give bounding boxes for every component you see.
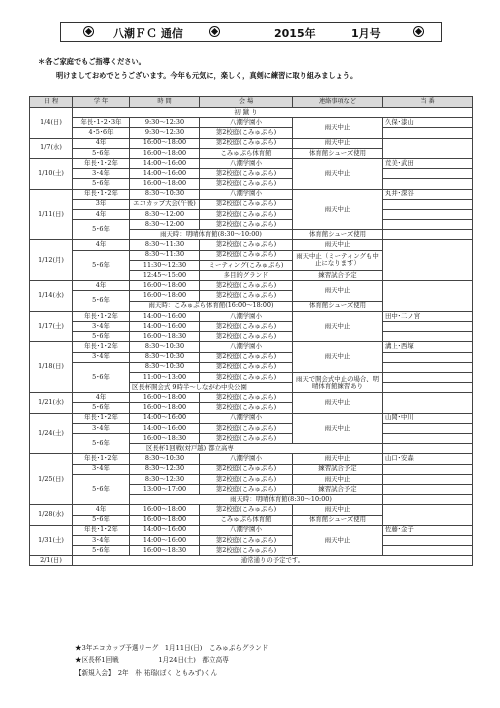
date-cell: 1/7(水) bbox=[30, 138, 73, 158]
table-row bbox=[30, 199, 473, 209]
venue-cell: 第2校庭(こみゅぷら) bbox=[200, 464, 293, 474]
table-row bbox=[30, 464, 473, 474]
grade-cell: 5･6年 bbox=[73, 148, 130, 158]
venue-cell: 八潮学園小 bbox=[200, 413, 293, 423]
venue-cell: 第2校庭(こみゅぷら) bbox=[200, 535, 293, 545]
note-line: ★区長杯1回戦 1月24日(土) 都立高専 bbox=[75, 656, 229, 665]
date-cell: 1/12(月) bbox=[30, 240, 73, 281]
header-time: 時 間 bbox=[130, 97, 200, 108]
duty-cell: 荒美･武田 bbox=[383, 158, 473, 168]
venue-cell: 第2校庭(こみゅぷら) bbox=[200, 393, 293, 403]
grade-cell: 4年 bbox=[73, 505, 130, 515]
grade-cell: 4･5･6年 bbox=[73, 128, 130, 138]
notes-cell: 雨天中止 bbox=[293, 189, 383, 230]
header-venue: 会 場 bbox=[200, 97, 293, 108]
grade-cell: 3･4年 bbox=[73, 535, 130, 545]
grade-cell: 3年 bbox=[73, 199, 130, 209]
grade-cell: 年長･1･2年 bbox=[73, 189, 130, 199]
grade-cell: 5･6年 bbox=[73, 362, 130, 393]
duty-cell bbox=[383, 535, 473, 545]
duty-cell bbox=[383, 474, 473, 484]
header-duty: 当 番 bbox=[383, 97, 473, 108]
duty-cell: 田中･二ノ宮 bbox=[383, 311, 473, 321]
time-cell: 16:00〜18:00 bbox=[130, 179, 200, 189]
grade-cell: 5･6年 bbox=[73, 474, 130, 505]
notes-cell: 雨天中止 bbox=[293, 118, 383, 138]
time-cell: 14:00〜16:00 bbox=[130, 311, 200, 321]
date-cell: 1/28(水) bbox=[30, 505, 73, 525]
table-row bbox=[30, 332, 473, 342]
note-line: 【新規入会】 2年 朴 祐瑞(ぼく ともみず)くん bbox=[75, 668, 218, 677]
notes-cell: 雨天中止 bbox=[293, 474, 383, 484]
date-cell: 1/10(土) bbox=[30, 158, 73, 189]
duty-cell bbox=[383, 128, 473, 138]
duty-cell: 佐藤･金子 bbox=[383, 525, 473, 535]
grade-cell: 5･6年 bbox=[73, 179, 130, 189]
table-row bbox=[30, 535, 473, 545]
duty-cell bbox=[383, 393, 473, 413]
table-row bbox=[30, 546, 473, 556]
table-row bbox=[30, 393, 473, 403]
notes-cell: 雨天中止 bbox=[293, 525, 383, 556]
schedule-header-row bbox=[30, 97, 473, 108]
schedule-table bbox=[29, 96, 473, 566]
newsletter-title: 八潮ＦＣ 通信 bbox=[113, 27, 183, 40]
time-cell: 8:30〜12:30 bbox=[130, 474, 200, 484]
grade-cell: 3･4年 bbox=[73, 423, 130, 433]
event-cell: 区長杯1回戦(対戸越) 都立高専 bbox=[130, 444, 383, 454]
duty-cell bbox=[383, 383, 473, 393]
duty-cell bbox=[383, 199, 473, 209]
duty-cell bbox=[383, 464, 473, 474]
duty-cell bbox=[383, 495, 473, 505]
notes-cell: 体育館シューズ使用 bbox=[293, 230, 383, 240]
time-cell: 14:00〜16:00 bbox=[130, 158, 200, 168]
table-row bbox=[30, 505, 473, 515]
notes-cell: 雨天中止 bbox=[293, 158, 383, 189]
duty-cell: 溝上･西塚 bbox=[383, 342, 473, 352]
duty-cell bbox=[383, 423, 473, 433]
venue-cell: 多目的グランド bbox=[200, 271, 293, 281]
time-cell: 14:00〜16:00 bbox=[130, 525, 200, 535]
date-cell: 1/14(水) bbox=[30, 281, 73, 312]
time-cell: 16:00〜18:00 bbox=[130, 515, 200, 525]
grade-cell: 年長･1･2年 bbox=[73, 311, 130, 321]
grade-cell: 5･6年 bbox=[73, 291, 130, 311]
note-line: ★3年エコカップ予選リーグ 1月11日(日) こみゅぷらグランド bbox=[75, 644, 269, 652]
grade-cell: 5･6年 bbox=[73, 546, 130, 556]
time-cell: 8:30〜10:30 bbox=[130, 189, 200, 199]
time-cell: 14:00〜16:00 bbox=[130, 535, 200, 545]
duty-cell bbox=[383, 138, 473, 158]
venue-cell: 第2校庭(こみゅぷら) bbox=[200, 250, 293, 260]
grade-cell: 5･6年 bbox=[73, 434, 130, 454]
venue-cell: 八潮学園小 bbox=[200, 158, 293, 168]
venue-cell: 第2校庭(こみゅぷら) bbox=[200, 474, 293, 484]
grade-cell: 3･4年 bbox=[73, 352, 130, 362]
soccer-ball-icon bbox=[83, 26, 94, 37]
venue-cell: 第2校庭(こみゅぷら) bbox=[200, 423, 293, 433]
time-cell: 8:30〜12:30 bbox=[130, 464, 200, 474]
venue-cell: 第2校庭(こみゅぷら) bbox=[200, 372, 293, 382]
grade-cell: 年長･1･2年 bbox=[73, 454, 130, 464]
duty-cell bbox=[383, 505, 473, 525]
venue-cell: 第2校庭(こみゅぷら) bbox=[200, 546, 293, 556]
notes-cell: 雨天中止 bbox=[293, 393, 383, 413]
notes-cell: 雨天中止（ミーティングも中止になります） bbox=[293, 250, 383, 270]
grade-cell: 5･6年 bbox=[73, 403, 130, 413]
venue-cell: 第2校庭(こみゅぷら) bbox=[200, 128, 293, 138]
duty-cell bbox=[383, 179, 473, 189]
time-cell: 13:00〜17:00 bbox=[130, 484, 200, 494]
notes-cell: 体育館シューズ使用 bbox=[293, 148, 383, 158]
venue-cell: 第2校庭(こみゅぷら) bbox=[200, 209, 293, 219]
grade-cell: 3･4年 bbox=[73, 321, 130, 331]
venue-cell: ミーティング(こみゅぷら) bbox=[200, 260, 293, 270]
rain-plan-cell: 雨天時：明晴体育館(8:30〜10:00) bbox=[130, 495, 383, 505]
venue-cell: 第2校庭(こみゅぷら) bbox=[200, 484, 293, 494]
table-row bbox=[30, 169, 473, 179]
duty-cell: 山口･安森 bbox=[383, 454, 473, 464]
rain-plan-cell: 雨天時：明晴体育館(8:30〜10:00) bbox=[130, 230, 293, 240]
time-cell: 9:30〜12:30 bbox=[130, 118, 200, 128]
notes-cell: 練習試合予定 bbox=[293, 484, 383, 494]
date-cell: 1/18(日) bbox=[30, 342, 73, 393]
date-cell: 1/31(土) bbox=[30, 525, 73, 556]
time-cell: 8:30〜11:30 bbox=[130, 250, 200, 260]
notes-block bbox=[75, 642, 268, 679]
table-row bbox=[30, 434, 473, 444]
notes-cell: 雨天中止 bbox=[293, 281, 383, 301]
duty-cell: 丸井･深谷 bbox=[383, 189, 473, 199]
table-row bbox=[30, 413, 473, 423]
time-cell: 8:30〜12:00 bbox=[130, 209, 200, 219]
time-cell: 8:30〜11:30 bbox=[130, 240, 200, 250]
date-cell: 1/24(土) bbox=[30, 413, 73, 454]
duty-cell bbox=[383, 546, 473, 556]
grade-cell: 5･6年 bbox=[73, 332, 130, 342]
notes-cell: 練習試合予定 bbox=[293, 271, 383, 281]
date-cell: 2/1(日) bbox=[30, 556, 73, 566]
newsletter-issue: 1月号 bbox=[351, 27, 381, 40]
date-cell: 1/4(日) bbox=[30, 108, 73, 139]
venue-cell: 八潮学園小 bbox=[200, 189, 293, 199]
time-cell: 9:30〜12:30 bbox=[130, 128, 200, 138]
header-grade: 学 年 bbox=[73, 97, 130, 108]
time-cell: 16:00〜18:00 bbox=[130, 281, 200, 291]
soccer-ball-icon bbox=[209, 26, 220, 37]
duty-cell bbox=[383, 169, 473, 179]
table-row bbox=[30, 158, 473, 168]
venue-cell: 第2校庭(こみゅぷら) bbox=[200, 220, 293, 230]
duty-cell bbox=[383, 220, 473, 230]
notes-cell: 体育館シューズ使用 bbox=[293, 515, 383, 525]
notes-cell: 雨天で開会式中止の場合、明晴体育館練習あり bbox=[293, 372, 383, 392]
venue-cell: こみゅぷら体育館 bbox=[200, 515, 293, 525]
grade-cell: 4年 bbox=[73, 240, 130, 250]
time-cell: 16:00〜18:00 bbox=[130, 505, 200, 515]
table-row bbox=[30, 240, 473, 250]
time-cell: 16:00〜18:30 bbox=[130, 332, 200, 342]
grade-cell: 3･4年 bbox=[73, 464, 130, 474]
time-cell: 8:30〜12:00 bbox=[130, 220, 200, 230]
time-cell: 8:30〜10:30 bbox=[130, 342, 200, 352]
grade-cell: 4年 bbox=[73, 209, 130, 219]
time-cell: 16:00〜18:30 bbox=[130, 546, 200, 556]
venue-cell: 八潮学園小 bbox=[200, 525, 293, 535]
notes-cell: 練習試合予定 bbox=[293, 464, 383, 474]
duty-cell bbox=[383, 372, 473, 382]
grade-cell: 年長･1･2年 bbox=[73, 158, 130, 168]
time-cell: 16:00〜18:00 bbox=[130, 148, 200, 158]
event-cell: 初 蹴 り bbox=[73, 108, 473, 118]
time-cell: 16:00〜18:00 bbox=[130, 138, 200, 148]
venue-cell: 第2校庭(こみゅぷら) bbox=[200, 240, 293, 250]
time-cell: 11:00〜13:00 bbox=[130, 372, 200, 382]
venue-cell: 八潮学園小 bbox=[200, 311, 293, 321]
duty-cell bbox=[383, 444, 473, 454]
table-row bbox=[30, 525, 473, 535]
notes-cell: 雨天中止 bbox=[293, 505, 383, 515]
time-cell: 16:00〜18:00 bbox=[130, 403, 200, 413]
grade-cell: 5･6年 bbox=[73, 250, 130, 281]
date-cell: 1/25(日) bbox=[30, 454, 73, 505]
venue-cell: 第2校庭(こみゅぷら) bbox=[200, 352, 293, 362]
venue-cell: こみゅぷら体育館 bbox=[200, 148, 293, 158]
duty-cell bbox=[383, 240, 473, 281]
notes-cell: 雨天中止 bbox=[293, 240, 383, 250]
duty-cell bbox=[383, 209, 473, 219]
time-cell: 14:00〜16:00 bbox=[130, 321, 200, 331]
venue-cell: 第2校庭(こみゅぷら) bbox=[200, 138, 293, 148]
time-cell: 14:00〜16:00 bbox=[130, 169, 200, 179]
table-row bbox=[30, 556, 473, 566]
duty-cell bbox=[383, 230, 473, 240]
time-cell: 8:30〜10:30 bbox=[130, 352, 200, 362]
grade-cell: 年長･1･2年 bbox=[73, 342, 130, 352]
duty-cell bbox=[383, 362, 473, 372]
time-cell: 14:00〜16:00 bbox=[130, 413, 200, 423]
date-cell: 1/17(土) bbox=[30, 311, 73, 342]
venue-cell: 第2校庭(こみゅぷら) bbox=[200, 321, 293, 331]
table-row bbox=[30, 179, 473, 189]
venue-cell: 第2校庭(こみゅぷら) bbox=[200, 291, 293, 301]
table-row bbox=[30, 189, 473, 199]
grade-cell: 年長･1･2年 bbox=[73, 525, 130, 535]
header-notes: 連絡事項など bbox=[293, 97, 383, 108]
time-cell: 12:45〜15:00 bbox=[130, 271, 200, 281]
time-cell: 16:00〜18:30 bbox=[130, 434, 200, 444]
notes-cell: 雨天中止 bbox=[293, 342, 383, 373]
venue-cell: 八潮学園小 bbox=[200, 118, 293, 128]
venue-cell: 八潮学園小 bbox=[200, 342, 293, 352]
venue-cell: 第2校庭(こみゅぷら) bbox=[200, 199, 293, 209]
newsletter-year: 2015年 bbox=[274, 27, 316, 40]
newsletter-header bbox=[60, 22, 442, 42]
time-cell: エコカップ大会(午後) bbox=[130, 199, 200, 209]
grade-cell: 3･4年 bbox=[73, 169, 130, 179]
table-row bbox=[30, 209, 473, 219]
time-cell: 16:00〜18:00 bbox=[130, 291, 200, 301]
grade-cell: 4年 bbox=[73, 281, 130, 291]
duty-cell bbox=[383, 332, 473, 342]
greeting-line-2: 明けましておめでとうございます。今年も元気に，楽しく，真剣に練習に取り組みましょう。 bbox=[56, 71, 358, 80]
time-cell: 14:00〜16:00 bbox=[130, 423, 200, 433]
table-row bbox=[30, 474, 473, 484]
grade-cell: 4年 bbox=[73, 393, 130, 403]
notes-cell: 雨天中止 bbox=[293, 138, 383, 148]
table-row bbox=[30, 311, 473, 321]
venue-cell: 第2校庭(こみゅぷら) bbox=[200, 505, 293, 515]
event-cell: 通常通りの予定です。 bbox=[73, 556, 473, 566]
duty-cell bbox=[383, 434, 473, 444]
venue-cell: 第2校庭(こみゅぷら) bbox=[200, 434, 293, 444]
grade-cell: 4年 bbox=[73, 138, 130, 148]
table-row bbox=[30, 342, 473, 352]
time-cell: 8:30〜10:30 bbox=[130, 454, 200, 464]
venue-cell: 第2校庭(こみゅぷら) bbox=[200, 403, 293, 413]
venue-cell: 第2校庭(こみゅぷら) bbox=[200, 362, 293, 372]
venue-cell: 第2校庭(こみゅぷら) bbox=[200, 179, 293, 189]
venue-cell: 第2校庭(こみゅぷら) bbox=[200, 169, 293, 179]
date-cell: 1/11(日) bbox=[30, 189, 73, 240]
table-row bbox=[30, 281, 473, 291]
table-row bbox=[30, 352, 473, 362]
table-row bbox=[30, 118, 473, 128]
venue-cell: 第2校庭(こみゅぷら) bbox=[200, 281, 293, 291]
venue-cell: 八潮学園小 bbox=[200, 454, 293, 464]
header-date: 日 程 bbox=[30, 97, 73, 108]
table-row bbox=[30, 454, 473, 464]
notes-cell: 雨天中止 bbox=[293, 413, 383, 444]
duty-cell bbox=[383, 484, 473, 494]
venue-cell: 第2校庭(こみゅぷら) bbox=[200, 332, 293, 342]
grade-cell: 5･6年 bbox=[73, 515, 130, 525]
table-row bbox=[30, 108, 473, 118]
table-row bbox=[30, 220, 473, 230]
time-cell: 11:30〜12:30 bbox=[130, 260, 200, 270]
duty-cell bbox=[383, 321, 473, 331]
grade-cell: 年長･1･2年 bbox=[73, 413, 130, 423]
time-cell: 8:30〜10:30 bbox=[130, 362, 200, 372]
soccer-ball-icon bbox=[413, 26, 424, 37]
duty-cell bbox=[383, 352, 473, 362]
notes-cell: 雨天中止 bbox=[293, 454, 383, 464]
duty-cell: 久保･漆山 bbox=[383, 118, 473, 128]
table-row bbox=[30, 138, 473, 148]
grade-cell: 年長･1･2･3年 bbox=[73, 118, 130, 128]
notes-cell: 体育館シューズ使用 bbox=[293, 301, 383, 311]
table-row bbox=[30, 362, 473, 372]
event-cell: 区長杯開会式 9時半〜しながわ中央公園 bbox=[130, 383, 293, 393]
duty-cell: 山岡･中川 bbox=[383, 413, 473, 423]
time-cell: 16:00〜18:00 bbox=[130, 393, 200, 403]
date-cell: 1/21(水) bbox=[30, 393, 73, 413]
notes-cell: 雨天中止 bbox=[293, 311, 383, 342]
table-row bbox=[30, 423, 473, 433]
greeting-line-1: ＊各ご家庭でもご指導ください。 bbox=[38, 57, 146, 66]
duty-cell bbox=[383, 281, 473, 312]
table-row bbox=[30, 128, 473, 138]
table-row bbox=[30, 321, 473, 331]
grade-cell: 5･6年 bbox=[73, 220, 130, 240]
rain-plan-cell: 雨天時：こみゅぷら体育館(16:00〜18:00) bbox=[130, 301, 293, 311]
